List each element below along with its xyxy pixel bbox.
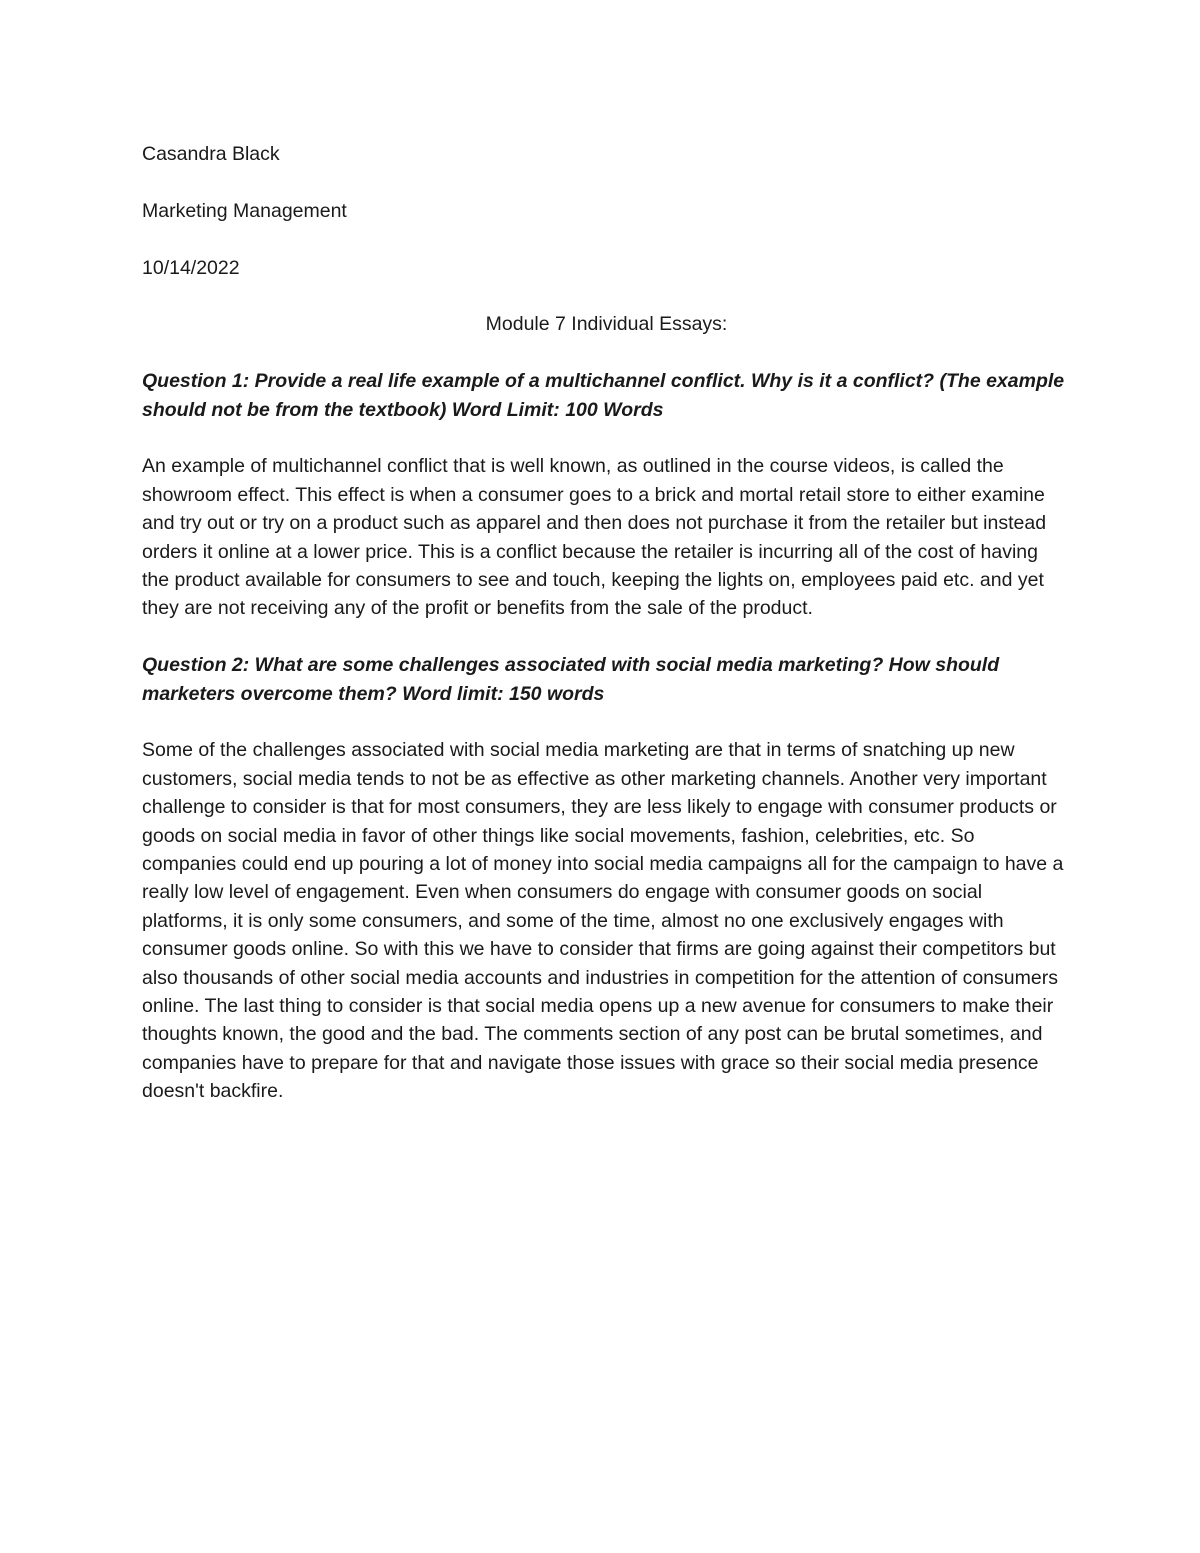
- question-1: Question 1: Provide a real life example of a multichannel conflict. Why is it a conflict? (The example should not be from the textbook) Word Limit: 100 Words: [142, 370, 1065, 421]
- document-title: Module 7 Individual Essays:: [485, 313, 728, 336]
- question-2: Question 2: What are some challenges associated with social media marketing? How should marketers overcome them? Word limit: 150 words: [142, 654, 1000, 705]
- author-name: Casandra Black: [142, 143, 280, 165]
- document-date: 10/14/2022: [142, 256, 240, 279]
- answer-2: Some of the challenges associated with social media marketing are that in terms of snatching up new customers, social media tends to not be as effective as other marketing channels. Another very important challenge to consider is that for most consumers, they are less likely to engage with consumer products or goods on social media in favor of other things like social movements, fashion, celebrities, etc. So companies could end up pouring a lot of money into social media campaigns all for the campaign to have a really low level of engagement. Even when consumers do engage with consumer goods on social platforms, it is only some consumers, and some of the time, almost no one exclusively engages with consumer goods online. So with this we have to consider that firms are going against their competitors but also thousands of other social media accounts and industries in competition for the attention of consumers online. The last thing to consider is that social media opens up a new avenue for consumers to make their thoughts known, the good and the bad. The comments section of any post can be brutal sometimes, and companies have to prepare for that and navigate those issues with grace so their social media presence doesn't backfire.: [142, 739, 1064, 1103]
- document-body: [142, 140, 1067, 1134]
- answer-1: An example of multichannel conflict that is well known, as outlined in the course videos, is called the showroom effect. This effect is when a consumer goes to a brick and mortal retail store to either examine and try out or try on a product such as apparel and then does not purchase it from the retailer but instead orders it online at a lower price. This is a conflict because the retailer is incurring all of the cost of having the product available for consumers to see and touch, keeping the lights on, employees paid etc. and yet they are not receiving any of the profit or benefits from the sale of the product.: [142, 455, 1047, 620]
- course-name: Marketing Management: [142, 199, 347, 222]
